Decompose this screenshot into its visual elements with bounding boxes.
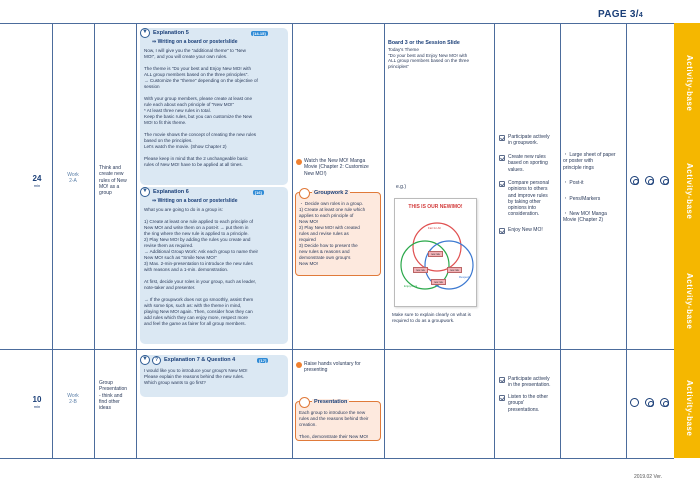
box-body: Each group to introduce the new rules and the reasons behind their creation. Then, demonstrate their New MO! (299, 410, 369, 439)
time-value: 10 (32, 395, 42, 404)
side-label: Activity-base (685, 163, 694, 220)
box-title: Groupwork 2 (314, 190, 348, 197)
side-label: Activity-base (685, 273, 694, 330)
evaluation-double-circle-icon (645, 398, 654, 407)
venn-title: THIS IS OUR NEWIMO! (408, 204, 463, 210)
material-item: ・ Pens/Markers (563, 196, 601, 202)
phase-label: Work 2-A (67, 172, 79, 185)
box-body: ・ Decide own roles in a group. 1) Create at least one rule which applies to each principle of New MO! 2) Play New MO! with created rules and revise rules as required 3) Decide how to present the new rules & reasons and demonstrate own group's New MO! (299, 201, 366, 266)
checklist-item: Create new rules based on sporting values. (499, 154, 559, 173)
box-body: What you are going to do in a group is: 1) Create at least one rule applied to each principle of New MO! and write them on a post-it → put them in the ring where the new rule is applied to a principle. 2) Play New MO! by adding the rules you create and revise them as required. → Additional Group Work: Ask each group to name their New MO! such as "Smile New MO!" 3) Max. 2-min-presentation to introduce the new rules with reasons and a 1-min. demonstration. At first, decide your roles in your group, such as leader, note-taker and presenter. → If the groupwork does not go smoothly, assist them with some tips, such as: with the theme in mind, playing New MO! again. Then, consider how they can add rules which they can enjoy more, respect more and feel the game as fairer for all group members. (144, 207, 259, 326)
checkbox-icon (499, 377, 505, 383)
box-title: Explanation 7 & Question 4 (164, 356, 236, 363)
material-item: ・ Large sheet of paper or poster with principle rings (563, 152, 616, 171)
box-subtitle: ⇒ Writing on a board or poster/slide (152, 39, 238, 45)
board-footer-note: Make sure to explain clearly on what is required to do as a groupwork. (392, 312, 471, 323)
question-icon: ? (152, 356, 161, 365)
presentation-icon (299, 397, 310, 408)
evaluation-double-circle-icon (645, 176, 654, 185)
post-it-note: new rule (413, 267, 428, 273)
row-divider (0, 458, 674, 459)
col-divider (52, 23, 53, 458)
time-unit: min (33, 183, 41, 188)
slide-badge: [17] (259, 357, 267, 363)
raise-text: Raise hands voluntary for presenting (304, 361, 361, 374)
row-divider (0, 349, 674, 350)
col-divider (560, 23, 561, 458)
box-title: Explanation 6 (153, 188, 189, 195)
col-divider (136, 23, 137, 458)
side-label: Activity-base (685, 380, 694, 437)
venn-diagram-poster (394, 198, 477, 307)
venn-label: Respect (459, 275, 470, 279)
explanation-6-box (140, 187, 288, 344)
activity-description: Group Presentation - think and find other ideas (99, 380, 128, 411)
checklist-item: Participate actively in groupwork. (499, 134, 559, 147)
material-item: ・ Post-it (563, 180, 584, 186)
time-value: 24 (32, 174, 42, 183)
explanation-5-box (140, 28, 288, 185)
box-title: Presentation (314, 399, 348, 406)
raise-hands-item (296, 361, 382, 374)
time-unit: min (33, 404, 41, 409)
col-divider (626, 23, 627, 458)
slide-badge: [14-15] (252, 30, 266, 36)
venn-label: Fair for All (428, 226, 441, 230)
box-subtitle: ⇒ Writing on a board or poster/slide (152, 198, 238, 204)
orange-dot-icon (296, 362, 302, 368)
post-it-note: new rule (431, 279, 446, 285)
version-label: 2019.02 Ver. (634, 474, 663, 480)
watch-movie-item (296, 158, 382, 177)
side-label: Activity-base (685, 55, 694, 112)
checkbox-icon (499, 395, 505, 401)
phase-label: Work 2-B (67, 393, 79, 406)
page-number: PAGE 3/4 (598, 9, 644, 20)
evaluation-double-circle-icon (660, 176, 669, 185)
checklist-item: Compare personal opinions to others and improve rules by taking other opinions into consideration. (499, 180, 559, 218)
row-divider (0, 23, 674, 24)
checklist-item: Participate actively in the presentation. (499, 376, 559, 389)
venn-label: Enjoyment (404, 284, 418, 288)
box-title: Explanation 5 (153, 29, 189, 36)
checkbox-icon (499, 228, 505, 234)
activity-description: Think and create new rules of New MO! as a group (99, 165, 127, 196)
slide-badge: [16] (254, 189, 262, 195)
checkbox-icon (499, 135, 505, 141)
col-divider (494, 23, 495, 458)
post-it-note: new rule (428, 251, 443, 257)
col-divider (94, 23, 95, 458)
col-divider (292, 23, 293, 458)
checklist-item: Enjoy New MO! (499, 227, 559, 234)
orange-dot-icon (296, 159, 302, 165)
board-title: Board 3 or the Session Slide (388, 40, 460, 46)
box-body: Now, I will give you the "additional theme" to "New MO!", and you will create your own rules. The theme is "Do your best and Enjoy New MO! with ALL group members based on the three principles". → Customize the "theme" depending on the objective of session With your group members, please create at least one rule each about each principle of "New MO!" * At least three new rules in total. Keep the basic rules, but you can customize the New MO! to fit this theme. The movie shows the concept of creating the new rules based on the principles. Let's watch the movie. (Show Chapter 2) Please keep in mind that the 2 unchangeable basic rules of New MO! have to be applied at all times. (144, 48, 258, 167)
checklist-item: Listen to the other groups' presentations. (499, 394, 559, 413)
presentation-box (295, 401, 381, 441)
col-divider (384, 23, 385, 458)
speaker-icon: ▼ (140, 28, 150, 38)
evaluation-double-circle-icon (630, 176, 639, 185)
watch-text: Watch the New MO! Manga Movie (Chapter 2: Customize New MO!) (304, 158, 369, 177)
evaluation-double-circle-icon (660, 398, 669, 407)
checkbox-icon (499, 155, 505, 161)
board-body: Today's Theme "Do your best and Enjoy New MO! with ALL group members based on the three principles" (388, 47, 470, 70)
speaker-icon: ▼ (140, 355, 150, 365)
evaluation-circle-icon (630, 398, 639, 407)
activity-base-tab (674, 23, 700, 458)
box-body: I would like you to introduce your group's New MO! Please explain the reasons behind the new rules. Which group wants to go first? (144, 368, 248, 385)
material-item: ・ New MO! Manga Movie (Chapter 2) (563, 211, 607, 224)
checkbox-icon (499, 181, 505, 187)
groupwork-2-box (295, 192, 381, 276)
speaker-icon: ▼ (140, 187, 150, 197)
groupwork-icon (299, 188, 310, 199)
post-it-note: new rule (447, 267, 462, 273)
explanation-7-box (140, 355, 288, 397)
eg-label: e.g.) (396, 184, 407, 190)
